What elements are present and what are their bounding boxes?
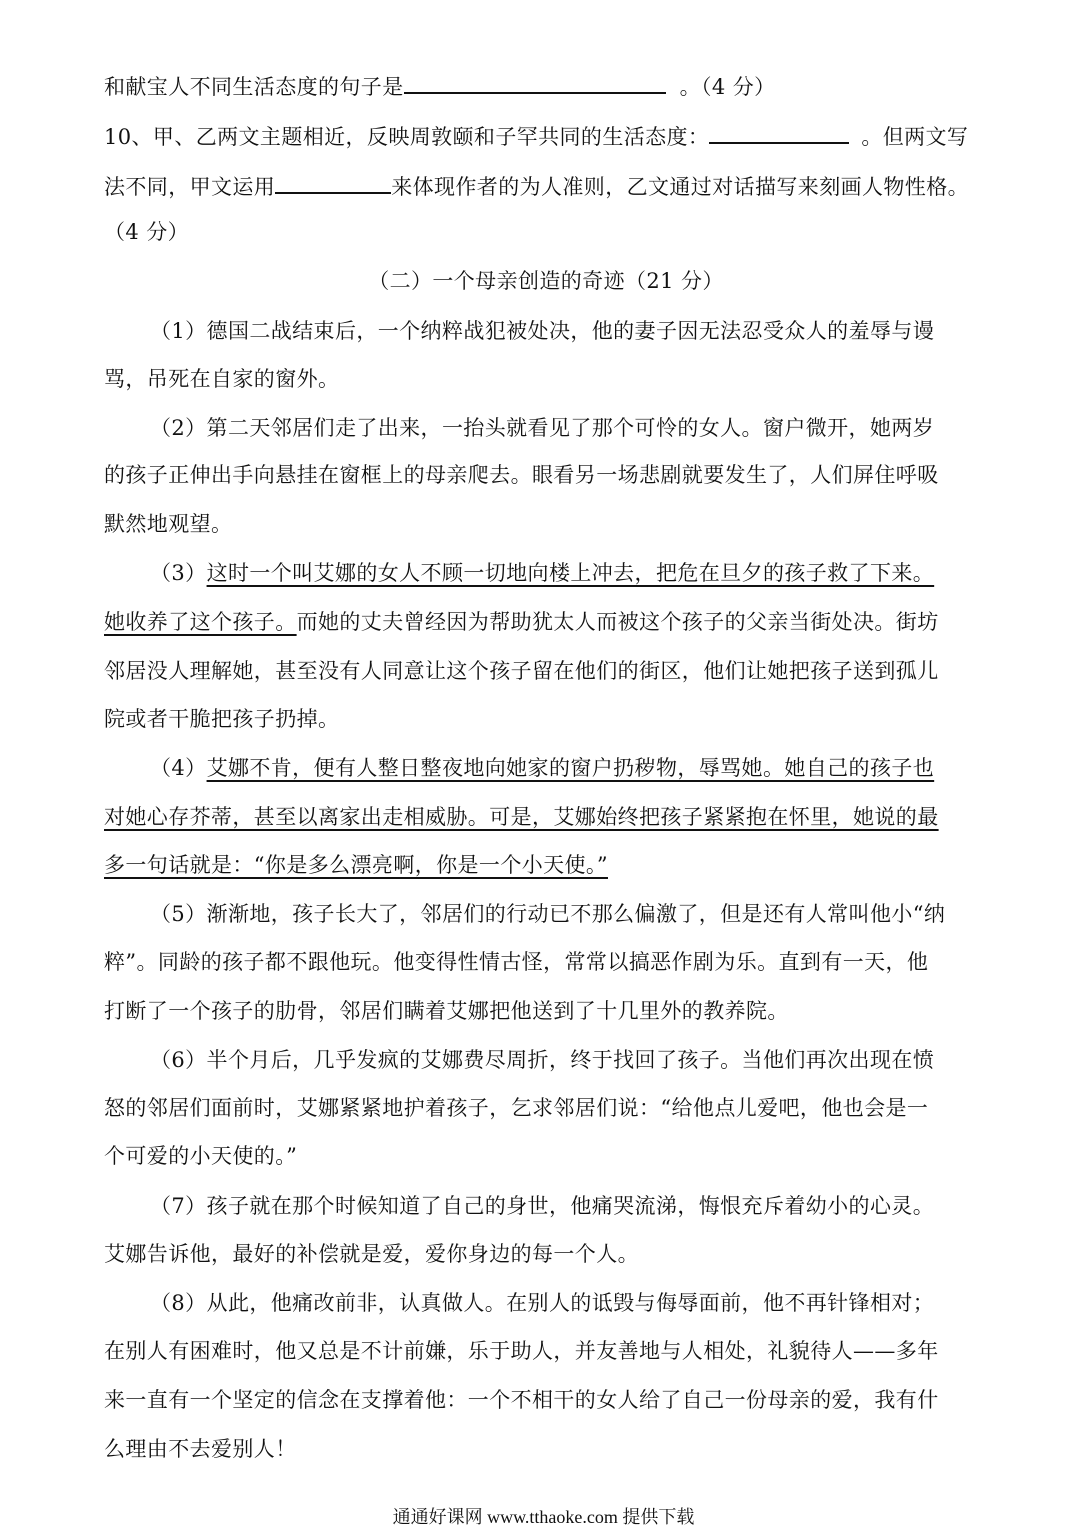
p1-line-1: （1）德国二战结束后，一个纳粹战犯被处决，他的妻子因无法忍受众人的羞辱与谩 <box>150 319 935 343</box>
q9-tail-line <box>104 70 988 102</box>
q9-text-before: 和献宝人不同生活态度的句子是 <box>104 75 404 99</box>
p5-line-2: 粹”。同龄的孩子都不跟他玩。他变得性情古怪，常常以搞恶作剧为乐。直到有一天，他 <box>104 950 929 974</box>
p3-line-1 <box>150 558 988 588</box>
q10-text-1b: 。但两文写 <box>861 125 969 149</box>
p6-line-1: （6）半个月后，几乎发疯的艾娜费尽周折，终于找回了孩子。当他们再次出现在愤 <box>150 1048 935 1072</box>
q10-text-1: 10、甲、乙两文主题相近，反映周敦颐和子罕共同的生活态度： <box>104 125 710 149</box>
p3-number: （3） <box>150 561 207 585</box>
p2-line-1: （2）第二天邻居们走了出来，一抬头就看见了那个可怜的女人。窗户微开，她两岁 <box>150 416 935 440</box>
p5-line-3: 打断了一个孩子的肋骨，邻居们瞒着艾娜把他送到了十几里外的教养院。 <box>104 999 789 1023</box>
p3-line-2-rest: 而她的丈夫曾经因为帮助犹太人而被这个孩子的父亲当街处决。街坊 <box>296 610 939 634</box>
q9-text-after: 。（4 分） <box>679 75 776 99</box>
q10-line-3 <box>104 217 988 247</box>
p7-line-2: 艾娜告诉他，最好的补偿就是爱，爱你身边的每一个人。 <box>104 1242 639 1266</box>
p4-underlined-2: 对她心存芥蒂，甚至以离家出走相威胁。可是，艾娜始终把孩子紧紧抱在怀里，她说的最 <box>104 805 939 829</box>
p6-line-3: 个可爱的小天使的。” <box>104 1144 298 1168</box>
p6-line-2: 怒的邻居们面前时，艾娜紧紧地护着孩子，乞求邻居们说：“给他点儿爱吧，他也会是一 <box>104 1096 929 1120</box>
q10-line-1 <box>104 120 988 152</box>
p3-line-3: 邻居没人理解她，甚至没有人同意让这个孩子留在他们的街区，他们让她把孩子送到孤儿 <box>104 659 939 683</box>
p8-line-1: （8）从此，他痛改前非，认真做人。在别人的诋毁与侮辱面前，他不再针锋相对； <box>150 1291 935 1315</box>
p3-underlined-sentence-2: 她收养了这个孩子。 <box>104 610 297 634</box>
p5-line-1: （5）渐渐地，孩子长大了，邻居们的行动已不那么偏激了，但是还有人常叫他小“纳 <box>150 902 946 926</box>
p8-line-3: 来一直有一个坚定的信念在支撑着他：一个不相干的女人给了自己一份母亲的爱，我有什 <box>104 1388 939 1412</box>
p7-line-1: （7）孩子就在那个时候知道了自己的身世，他痛哭流涕，悔恨充斥着幼小的心灵。 <box>150 1194 935 1218</box>
q10-line-2 <box>104 170 988 202</box>
p4-line-2 <box>104 802 988 832</box>
p2-line-3: 默然地观望。 <box>104 512 233 536</box>
page-footer: 通通好课网 www.tthaoke.com 提供下载 <box>392 1507 695 1527</box>
p2-line-2: 的孩子正伸出手向悬挂在窗框上的母亲爬去。眼看另一场悲剧就要发生了，人们屏住呼吸 <box>104 463 939 487</box>
q9-answer-blank[interactable] <box>404 70 666 94</box>
p4-underlined-3: 多一句话就是：“你是多么漂亮啊，你是一个小天使。” <box>104 853 608 877</box>
p4-line-1 <box>150 753 988 783</box>
p4-line-3 <box>104 850 988 880</box>
p8-line-2: 在别人有困难时，他又总是不计前嫌，乐于助人，并友善地与人相处，礼貌待人——多年 <box>104 1339 939 1363</box>
p3-line-4: 院或者干脆把孩子扔掉。 <box>104 707 340 731</box>
p3-underlined-sentence-1: 这时一个叫艾娜的女人不顾一切地向楼上冲去，把危在旦夕的孩子救了下来。 <box>206 561 935 585</box>
q10-text-2b: 来体现作者的为人准则，乙文通过对话描写来刻画人物性格。 <box>391 175 970 199</box>
p8-line-4: 么理由不去爱别人！ <box>104 1437 297 1461</box>
p3-line-2 <box>104 607 988 637</box>
q10-answer-blank-2[interactable] <box>275 170 391 194</box>
p4-number: （4） <box>150 756 207 780</box>
section-title: （二）一个母亲创造的奇迹（21 分） <box>368 269 724 293</box>
p4-underlined-1: 艾娜不肯，便有人整日整夜地向她家的窗户扔秽物，辱骂她。她自己的孩子也 <box>206 756 935 780</box>
p1-line-2: 骂，吊死在自家的窗外。 <box>104 367 340 391</box>
q10-text-2: 法不同，甲文运用 <box>104 175 276 199</box>
q10-answer-blank-1[interactable] <box>709 120 849 144</box>
q10-points: （4 分） <box>104 220 190 244</box>
